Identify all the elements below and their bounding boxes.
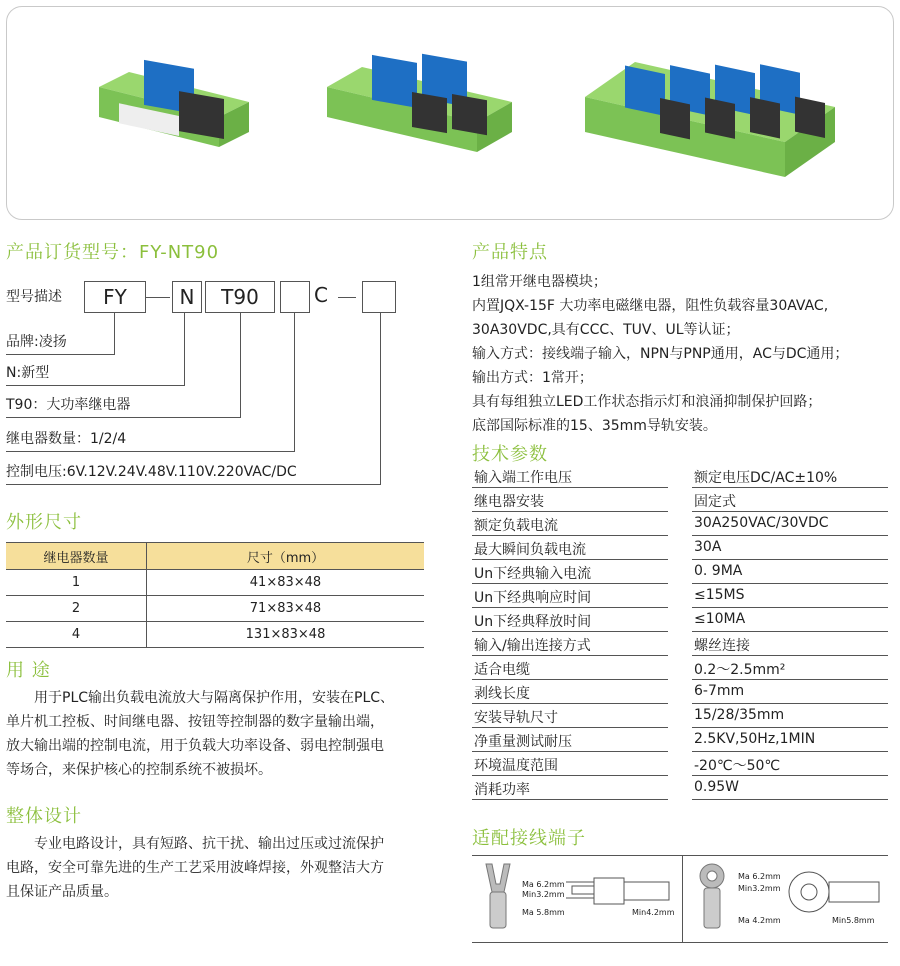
spec-value: 0.95W [694, 779, 740, 795]
underline-voltage [6, 484, 381, 485]
spec-row [472, 776, 888, 800]
code-dash-2 [338, 297, 356, 298]
spec-key: 安装导轨尺寸 [474, 710, 558, 726]
features-title: 产品特点 [472, 242, 548, 263]
spec-row [472, 560, 888, 584]
design-line-3: 且保证产品质量。 [6, 884, 118, 900]
dim-header-size: 尺寸（mm） [147, 543, 425, 570]
usage-title: 用 途 [6, 660, 51, 681]
table-row [6, 596, 424, 622]
dim-count: 1 [6, 570, 147, 596]
spec-row [472, 704, 888, 728]
spec-row [472, 752, 888, 776]
usage-line-4: 等场合，来保护核心的控制系统不被损坏。 [6, 762, 272, 778]
spec-value: ≤10MA [694, 611, 746, 627]
design-line-2: 电路，安全可靠先进的生产工艺采用波峰焊接，外观整洁大方 [6, 860, 384, 876]
spec-value: -20℃～50℃ [694, 758, 781, 774]
code-box-type: N [172, 281, 202, 313]
design-line-1: 专业电路设计，具有短路、抗干扰、输出过压或过流保护 [34, 836, 384, 852]
feature-line: 1组常开继电器模块； [472, 274, 607, 290]
fork-ma-width: Ma 6.2mm [522, 880, 565, 889]
spec-value: 2.5KV,50Hz,1MIN [694, 731, 816, 747]
order-model-title: 产品订货型号：FY-NT90 [6, 242, 220, 263]
ring-ma-length: Ma 4.2mm [738, 916, 781, 925]
spec-key: 输入端工作电压 [474, 470, 572, 486]
dimensions-table [6, 542, 424, 648]
spec-row [472, 680, 888, 704]
spec-key: 环境温度范围 [474, 758, 558, 774]
feature-line: 输出方式：1常开； [472, 370, 593, 386]
usage-line-1: 用于PLC输出负载电流放大与隔离保护作用，安装在PLC、 [34, 690, 395, 706]
ring-min-length: Min5.8mm [832, 916, 875, 925]
spec-row [472, 608, 888, 632]
ring-min-width: Min3.2mm [738, 884, 781, 893]
code-box-brand: FY [84, 281, 146, 313]
fork-terminal-icon [478, 862, 518, 938]
spec-value: 0.2～2.5mm² [694, 662, 786, 678]
spec-key: 适合电缆 [474, 662, 530, 678]
ring-terminal-drawing [784, 864, 884, 924]
ring-ma-width: Ma 6.2mm [738, 872, 781, 881]
spec-key: 最大瞬间负载电流 [474, 542, 586, 558]
table-row [6, 570, 424, 596]
desc-type: N:新型 [6, 365, 50, 381]
feature-line: 具有每组独立LED工作状态指示灯和浪涌抑制保护回路； [472, 394, 822, 410]
spec-key: Un下经典响应时间 [474, 590, 592, 606]
fork-ma-length: Ma 5.8mm [522, 908, 565, 917]
model-description-label: 型号描述 [6, 289, 62, 305]
fork-min-length: Min4.2mm [632, 908, 675, 917]
desc-voltage: 控制电压:6V.12V.24V.48V.110V.220VAC/DC [6, 464, 297, 480]
dimensions-header-row [6, 543, 424, 570]
spec-key: Un下经典输入电流 [474, 566, 592, 582]
spec-row [472, 728, 888, 752]
dim-size: 41×83×48 [147, 570, 425, 596]
spec-key: 净重量测试耐压 [474, 734, 572, 750]
spec-value: 固定式 [694, 494, 736, 510]
feature-line: 输入方式：接线端子输入，NPN与PNP通用，AC与DC通用； [472, 346, 849, 362]
design-title: 整体设计 [6, 806, 82, 827]
fork-min-width: Min3.2mm [522, 890, 565, 899]
spec-key: 剥线长度 [474, 686, 530, 702]
underline-count [6, 451, 295, 452]
terminals-panel [472, 855, 888, 943]
relay-module-1ch [99, 60, 249, 147]
desc-series: T90：大功率继电器 [6, 397, 131, 413]
product-photo-panel [6, 6, 894, 220]
code-box-series: T90 [205, 281, 275, 313]
spec-row [472, 584, 888, 608]
feature-line: 底部国际标准的15、35mm导轨安装。 [472, 418, 717, 434]
underline-series [6, 417, 241, 418]
usage-line-3: 放大输出端的控制电流，用于负载大功率设备、弱电控制强电 [6, 738, 384, 754]
spec-value: 30A250VAC/30VDC [694, 515, 829, 531]
leader-line-brand [114, 312, 115, 355]
specs-title: 技术参数 [472, 444, 548, 465]
feature-line: 内置JQX-15F 大功率电磁继电器，阻性负载容量30AVAC, [472, 298, 829, 314]
relay-module-4ch [585, 62, 835, 177]
code-box-voltage [362, 281, 396, 313]
relay-module-2ch [327, 54, 512, 152]
spec-row [472, 536, 888, 560]
spec-value: 15/28/35mm [694, 707, 785, 723]
spec-key: 额定负载电流 [474, 518, 558, 534]
dim-count: 4 [6, 622, 147, 648]
code-voltage-letter: C [314, 283, 328, 307]
desc-count: 继电器数量：1/2/4 [6, 431, 127, 447]
spec-value: 螺丝连接 [694, 638, 750, 654]
spec-value: ≤15MS [694, 587, 745, 603]
underline-type [6, 385, 185, 386]
spec-key: Un下经典释放时间 [474, 614, 592, 630]
leader-line-type [184, 312, 185, 386]
leader-line-voltage [380, 312, 381, 485]
desc-brand: 品牌:凌扬 [6, 334, 67, 350]
spec-row [472, 512, 888, 536]
usage-line-2: 单片机工控板、时间继电器、按钮等控制器的数字量输出端， [6, 714, 384, 730]
code-dash [146, 297, 170, 298]
spec-key: 继电器安装 [474, 494, 544, 510]
dim-size: 131×83×48 [147, 622, 425, 648]
spec-row [472, 464, 888, 488]
spec-value: 6-7mm [694, 683, 745, 699]
spec-value: 额定电压DC/AC±10% [694, 470, 838, 486]
feature-line: 30A30VDC,具有CCC、TUV、UL等认证； [472, 322, 740, 338]
spec-key: 消耗功率 [474, 782, 530, 798]
code-box-count [280, 281, 310, 313]
table-row [6, 622, 424, 648]
spec-row [472, 488, 888, 512]
dimensions-title: 外形尺寸 [6, 512, 82, 533]
spec-row [472, 632, 888, 656]
relay-modules-illustration [7, 7, 893, 219]
terminals-divider [682, 856, 683, 942]
spec-value: 30A [694, 539, 722, 555]
spec-row [472, 656, 888, 680]
dim-size: 71×83×48 [147, 596, 425, 622]
spec-key: 输入/输出连接方式 [474, 638, 591, 654]
leader-line-series [240, 312, 241, 418]
terminals-title: 适配接线端子 [472, 828, 586, 849]
dim-header-count: 继电器数量 [6, 543, 147, 570]
ring-terminal-icon [692, 862, 732, 938]
underline-brand [6, 354, 115, 355]
spec-value: 0. 9MA [694, 563, 743, 579]
dim-count: 2 [6, 596, 147, 622]
leader-line-count [294, 312, 295, 452]
